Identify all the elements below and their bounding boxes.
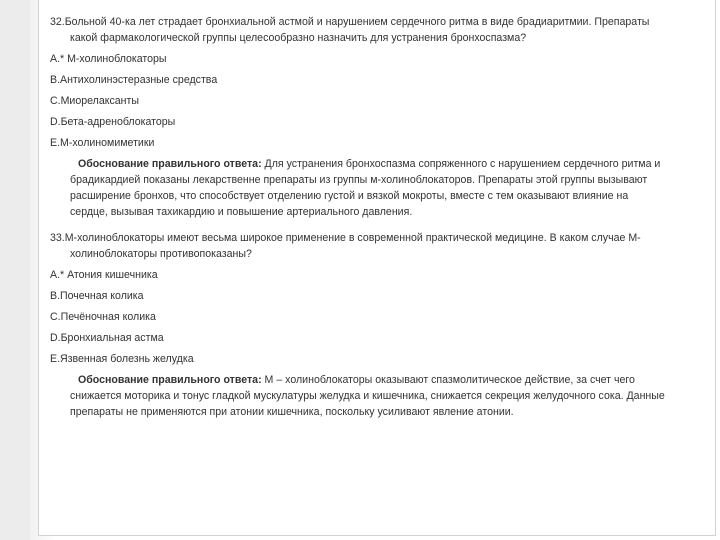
q33-option-b: B.Почечная колика — [50, 290, 144, 302]
q32-explanation-text: Для устранения бронхоспазма сопряженного с нарушением сердечного ритма и брадикардией показаны лекарственне препараты из группы м-холиноблокаторов. Препараты этой группы вызывают расширение бронхов, что способствует отделению густой и вязкой мокроты, вместе с тем оказывают влияние на сердце, вызывая тахикардию и повышение артериального давления. — [70, 158, 661, 218]
q33-option-c: C.Печёночная колика — [50, 311, 156, 323]
question-33-text: М-холиноблокаторы имеют весьма широкое применение в современной практической медицине. В каком случае М-холиноблокаторы противопоказаны? — [64, 232, 641, 260]
q33-option-a: A.* Атония кишечника — [50, 269, 158, 281]
q32-explanation-label: Обоснование правильного ответа: — [78, 158, 262, 170]
q33-explanation-label: Обоснование правильного ответа: — [78, 374, 262, 386]
slide-content — [50, 14, 668, 420]
q32-option-e: E.М-холиномиметики — [50, 137, 155, 149]
question-33 — [50, 230, 668, 262]
q33-option-e: E.Язвенная болезнь желудка — [50, 353, 194, 365]
question-32-number: 32. — [50, 16, 65, 28]
question-32-text: Больной 40-ка лет страдает бронхиальной астмой и нарушением сердечного ритма в виде брадиаритмии. Препараты какой фармакологической группы целесообразно назначить для устранения бронхоспазма? — [64, 16, 650, 44]
q32-option-a: A.* М-холиноблокаторы — [50, 53, 167, 65]
question-33-number: 33. — [50, 232, 65, 244]
q32-option-c: C.Миорелаксанты — [50, 95, 139, 107]
q32-explanation — [50, 156, 668, 220]
question-32 — [50, 14, 668, 46]
q33-option-d: D.Бронхиальная астма — [50, 332, 164, 344]
q33-explanation — [50, 372, 668, 420]
q33-explanation-text: М – холиноблокаторы оказывают спазмолитическое действие, за счет чего снижается моторика и тонус гладкой мускулатуры желудка и кишечника, снижается секреция желудочного сока. Данные препараты не применяются при атонии кишечника, поскольку усиливают явление атонии. — [70, 374, 665, 418]
q32-option-d: D.Бета-адреноблокаторы — [50, 116, 176, 128]
q32-option-b: B.Антихолинэстеразные средства — [50, 74, 218, 86]
